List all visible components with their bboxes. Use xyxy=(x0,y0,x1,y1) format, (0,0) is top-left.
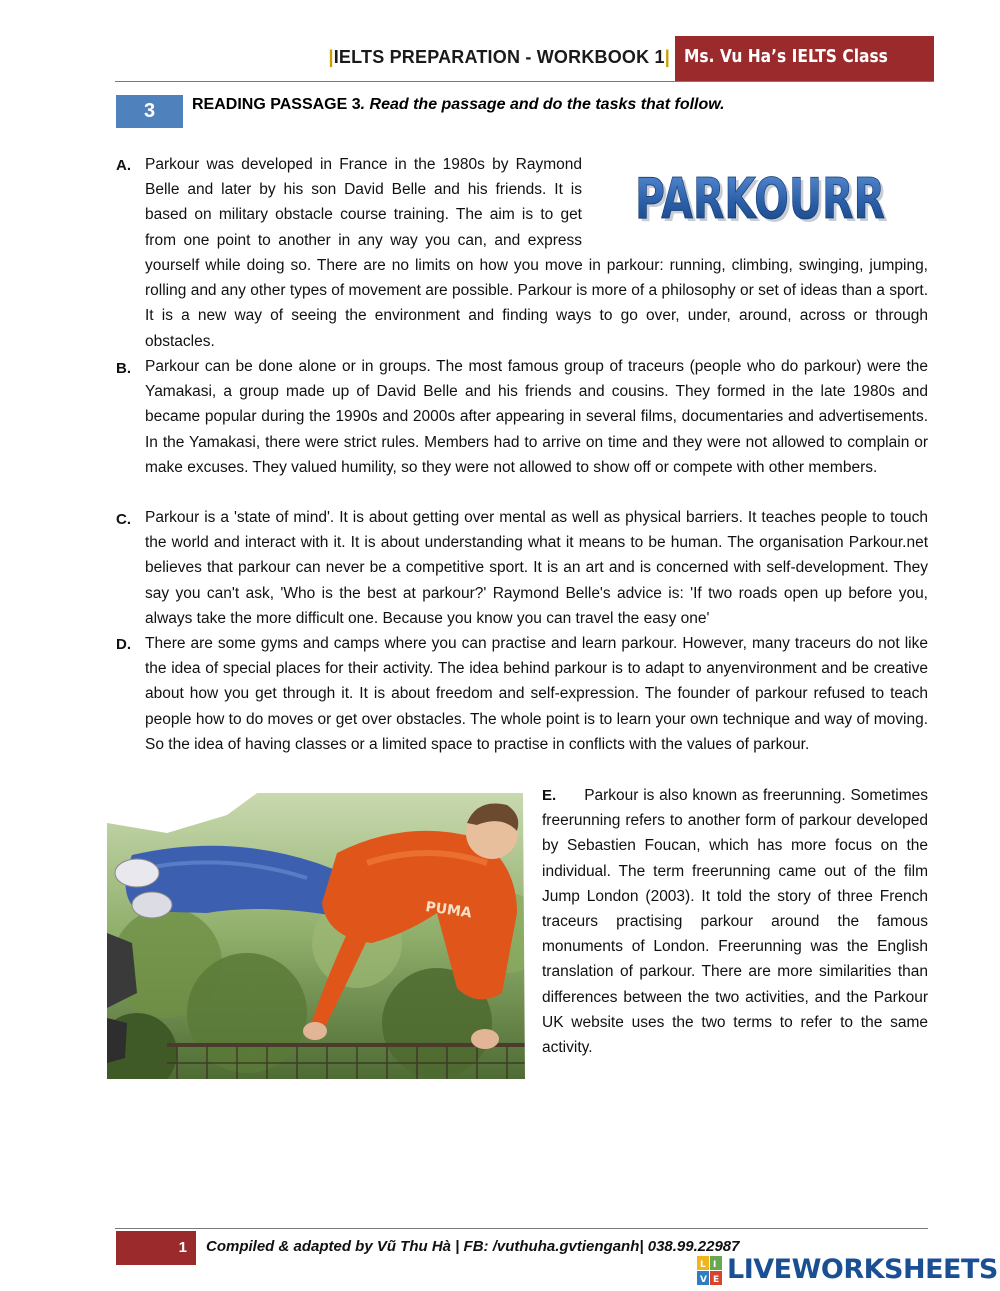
title-bar-left: | xyxy=(328,47,334,67)
footer-divider xyxy=(115,1228,928,1229)
paragraph-a-line: Belle and later by his son David Belle and his friends. It is xyxy=(145,181,582,199)
parkour-photo-illustration xyxy=(107,793,528,1079)
paragraph-e-text: Parkour is also known as freerunning. Sometimes freerunning refers to another form of parkour developed by Sebastien Foucan, which has more focus on the individual. The term freerunning came out of the film Jump London (2003). It told the story of three French traceurs practising parkour around the famous monuments of London. Freerunning was the English translation of parkour. There are more similarities than differences between the two activities, and the Parkour UK website uses the two terms to refer to the same activity. xyxy=(542,787,928,1057)
class-name: Ms. Vu Ha’s IELTS Class xyxy=(684,46,888,67)
workbook-title xyxy=(300,47,670,68)
brand-badge-letter: L xyxy=(700,1260,706,1270)
brand-badge-letter: V xyxy=(700,1275,707,1285)
paragraph-d: There are some gyms and camps where you can practise and learn parkour. However, many traceurs do not like the idea of special places for their activity. The idea behind parkour is to adapt to anyenvironment and be creative about how you get through it. It is about freedom and self-expression. The founder of parkour refused to teach people how to do moves or get over obstacles. The whole point is to learn your own technique and way of moving. So the idea of having classes or a limited space to practise in conflicts with the values of parkour. xyxy=(145,635,928,753)
section-heading xyxy=(192,96,725,114)
parkour-logo xyxy=(634,164,894,234)
parkour-logo-text: PARKOURR xyxy=(635,167,885,232)
paragraph-a-rest: yourself while doing so. There are no limits on how you move in parkour: running, climbing, swinging, jumping, rolling and any other types of movement are possible. Parkour is more of a philosophy or set of ideas than a sport. It is a new way of seeing the environment and finding ways to go over, under, around, across or through obstacles. xyxy=(145,257,928,350)
parkour-photo xyxy=(107,793,528,1079)
header-divider xyxy=(115,81,934,82)
paragraph-a-line: from one point to another in any way you can, and express xyxy=(145,231,582,249)
brand-badge-letter: E xyxy=(713,1275,720,1285)
paragraph-b: Parkour can be done alone or in groups. The most famous group of traceurs (people who do parkour) were the Yamakasi, a group made up of David Belle and his friends and cousins. They formed in the late 1980s and became popular during the 1990s and 2000s after appearing in several films, documentaries and advertisements. In the Yamakasi, there were strict rules. Members had to arrive on time and they were not allowed to complain or make excuses. They valued humility, so they were not allowed to show off or compete with other members. xyxy=(145,358,928,476)
paragraph-a-line: Parkour was developed in France in the 1980s by Raymond xyxy=(145,156,582,173)
title-bar-right: | xyxy=(664,47,670,67)
section-title: READING PASSAGE 3 xyxy=(192,96,361,113)
liveworksheets-icon xyxy=(697,1256,723,1286)
class-name-banner xyxy=(675,36,934,81)
page-number: 1 xyxy=(178,1239,187,1256)
footer-credit: Compiled & adapted by Vũ Thu Hà | FB: /vuthuha.gvtienganh| 038.99.22987 xyxy=(206,1238,740,1255)
parkour-logo-graphic xyxy=(634,164,894,234)
section-instruction: . Read the passage and do the tasks that follow. xyxy=(360,96,725,113)
paragraph-e xyxy=(542,783,928,1060)
liveworksheets-brand[interactable] xyxy=(697,1254,997,1286)
paragraph-e-label: E. xyxy=(542,787,557,804)
liveworksheets-wordmark: LIVEWORKSHEETS xyxy=(727,1254,998,1285)
paragraph-c-label: C. xyxy=(116,511,131,528)
page-number-box xyxy=(116,1231,196,1265)
paragraph-a-label: A. xyxy=(116,157,131,174)
paragraph-a-narrow xyxy=(145,152,582,253)
paragraph-c: Parkour is a 'state of mind'. It is about getting over mental as well as physical barriers. It teaches people to touch the world and interact with it. It is about understanding what it means to be human. The organisation Parkour.net believes that parkour can never be a competitive sport. It is an art and is concerned with self-development. They say you can't ask, 'Who is the best at parkour?' Raymond Belle's advice is: 'If two roads open up before you, always take the more difficult one. Because you know you can travel the easy one' xyxy=(145,509,928,627)
paragraph-d-label: D. xyxy=(116,636,131,653)
paragraph-b-label: B. xyxy=(116,360,131,377)
workbook-title-text: IELTS PREPARATION - WORKBOOK 1 xyxy=(333,47,665,67)
brand-badge-letter: I xyxy=(713,1260,717,1270)
parkour-logo-shadow: PARKOURR xyxy=(638,170,888,234)
paragraph-a-line: based on military obstacle course training. The aim is to get xyxy=(145,206,582,224)
photo-shirt-text: PUMA xyxy=(424,899,473,922)
section-number: 3 xyxy=(116,95,183,128)
